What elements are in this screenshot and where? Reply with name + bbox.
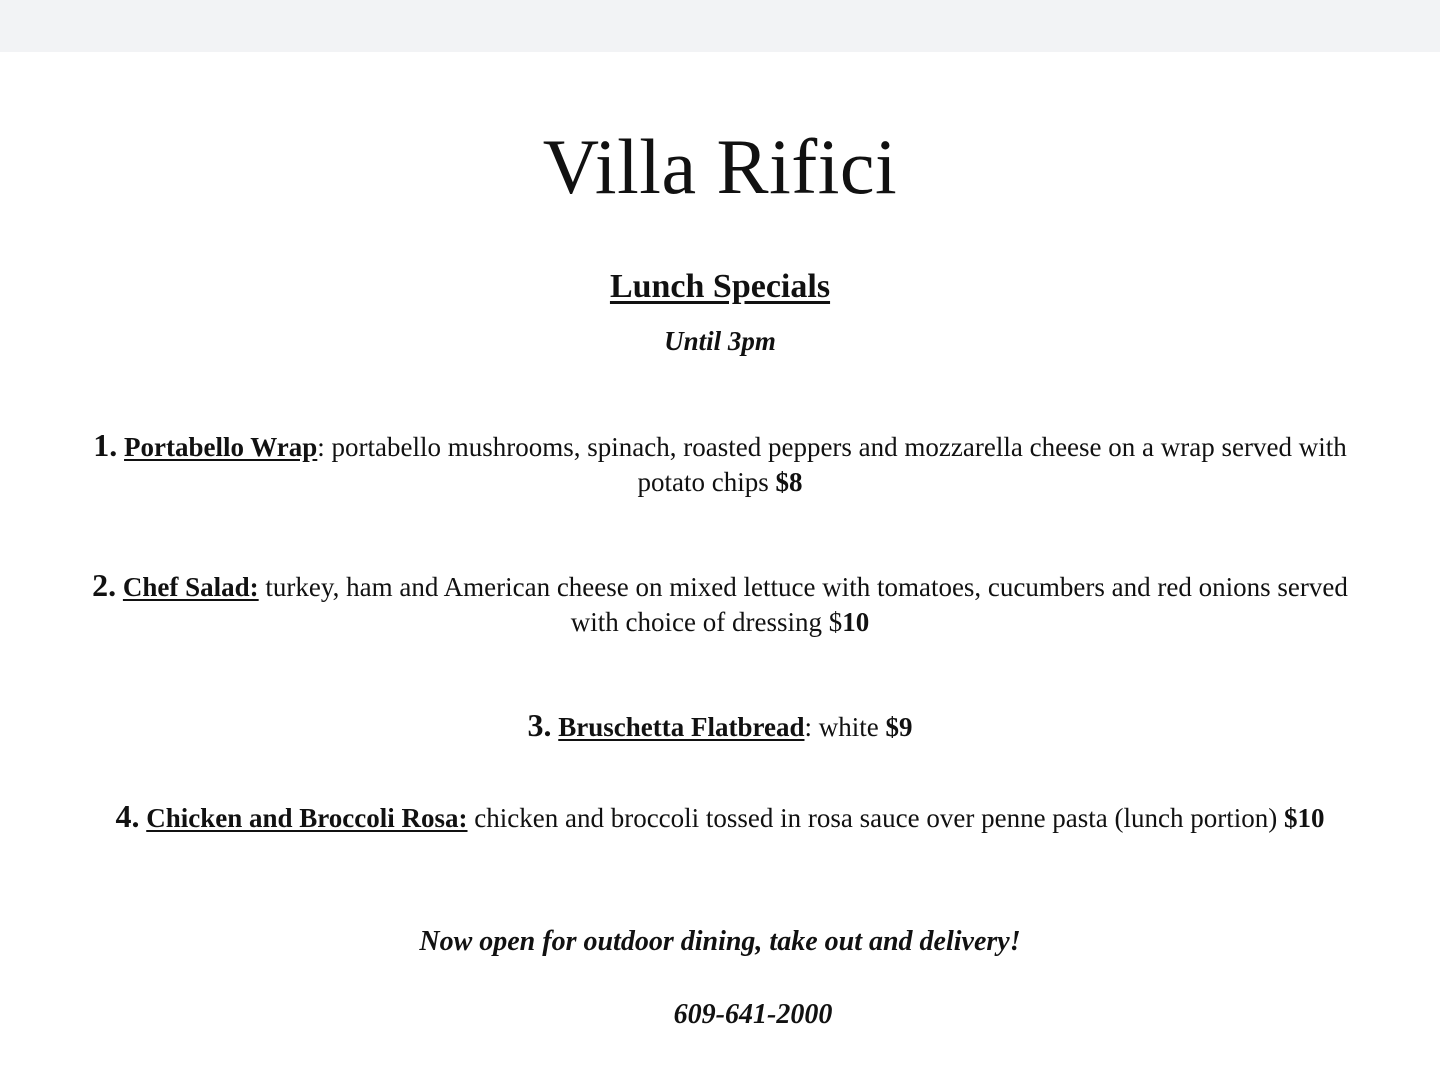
item-number: 3. [527,707,552,743]
item-name: Portabello Wrap [124,432,318,462]
item-number: 2. [92,567,117,603]
item-number: 4. [115,798,140,834]
menu-item [0,428,1440,500]
item-description: portabello mushrooms, spinach, roasted peppers and mozzarella cheese on a wrap served with potato chips [324,432,1347,497]
service-notice: Now open for outdoor dining, take out and delivery! [419,926,1021,957]
hours-note: Until 3pm [664,326,776,356]
item-number: 1. [93,427,118,463]
menu-item [0,708,1440,745]
item-separator: : [804,712,812,742]
menu-page [0,52,1440,1080]
restaurant-title: Villa Rifici [542,123,898,210]
item-price: $10 [1284,803,1325,833]
item-price: 10 [842,607,870,637]
item-description: turkey, ham and American cheese on mixed lettuce with tomatoes, cucumbers and red onions served with choice of dressing [258,572,1348,637]
phone-number: 609-641-2000 [673,999,833,1030]
item-price: $9 [885,712,913,742]
browser-top-bar [0,0,1440,52]
item-description: chicken and broccoli tossed in rosa sauce over penne pasta (lunch portion) [467,803,1284,833]
item-name: Bruschetta Flatbread [558,712,805,742]
menu-item [0,568,1440,640]
menu-item [0,799,1440,836]
section-heading: Lunch Specials [609,268,831,305]
item-price-prefix: $ [828,607,843,637]
item-name: Chef Salad: [122,572,259,602]
item-price: $8 [775,467,803,497]
item-separator: : [317,432,325,462]
item-name: Chicken and Broccoli Rosa: [146,803,468,833]
item-description: white [812,712,886,742]
